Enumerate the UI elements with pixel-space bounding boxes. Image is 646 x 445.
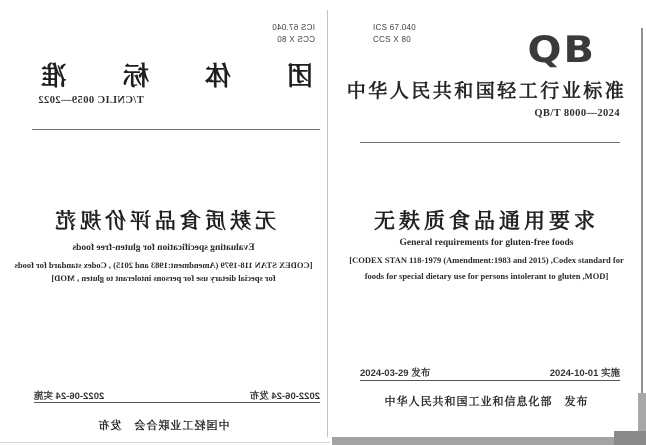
- left-standard-code: T/CNLIC 0059—2022: [38, 95, 144, 106]
- left-header-rule: [32, 129, 320, 130]
- right-standard-header: 中华人民共和国轻工行业标准: [346, 81, 627, 102]
- right-dates-row: [360, 365, 620, 379]
- left-title-en: Evaluating specification for gluten-free foods: [72, 243, 255, 253]
- left-issue-date: 2022-06-24 发布: [249, 391, 320, 402]
- right-cover-page: [327, 0, 646, 445]
- right-scan-edge: [641, 28, 643, 437]
- left-ics-block: [272, 22, 315, 47]
- bottom-right-scan-corner: [614, 431, 646, 445]
- standard-type-char: 团: [286, 62, 313, 91]
- page-seam-edge: [327, 10, 328, 437]
- left-adoption-line2: for special dietary use for persons intolerant to gluten , MOD]: [51, 273, 276, 283]
- left-ics-line: ICS 67.040: [271, 23, 315, 32]
- qb-logo: QB: [527, 28, 596, 72]
- right-ics-line: ICS 67.040: [373, 23, 417, 32]
- bottom-scan-strip: [332, 437, 646, 445]
- left-title-cn: 无麸质食品评价规范: [51, 210, 276, 233]
- right-adoption-line2: foods for special dietary use for persons intolerant to gluten ,MOD]: [364, 271, 609, 281]
- right-publisher: 中华人民共和国工业和信息化部 发布: [384, 396, 589, 408]
- left-publisher: 中国轻工业联合会 发布: [97, 420, 230, 432]
- right-issue-date: 2024-03-29 发布: [360, 368, 431, 379]
- left-implement-date: 2022-06-24 实施: [34, 391, 105, 402]
- left-footer-rule: [34, 402, 320, 403]
- left-bottom-scan-line: [0, 442, 330, 443]
- right-header-rule: [360, 142, 620, 143]
- standard-type-char: 体: [205, 62, 232, 91]
- right-adoption-line1: [CODEX STAN 118-1979 (Amendment:1983 and 2015) ,Codex standard for: [349, 255, 624, 265]
- right-standard-code: QB/T 8000—2024: [534, 108, 620, 119]
- left-dates-row: [34, 388, 320, 402]
- left-standard-type: [41, 56, 313, 93]
- right-ics-block: [373, 22, 416, 47]
- standard-type-char: 标: [123, 62, 150, 91]
- right-implement-date: 2024-10-01 实施: [549, 368, 620, 379]
- right-title-en: General requirements for gluten-free foods: [399, 238, 574, 248]
- right-footer-rule: [360, 380, 620, 381]
- right-ccs-line: CCS X 80: [373, 35, 411, 45]
- right-title-cn: 无麸质食品通用要求: [374, 210, 599, 233]
- left-ccs-line: CCS X 80: [277, 35, 315, 45]
- standard-type-char: 准: [41, 62, 68, 91]
- left-adoption-line1: [CODEX STAN 118-1979 (Amendment:1983 and 2015) , Codex standard for foods: [14, 260, 313, 270]
